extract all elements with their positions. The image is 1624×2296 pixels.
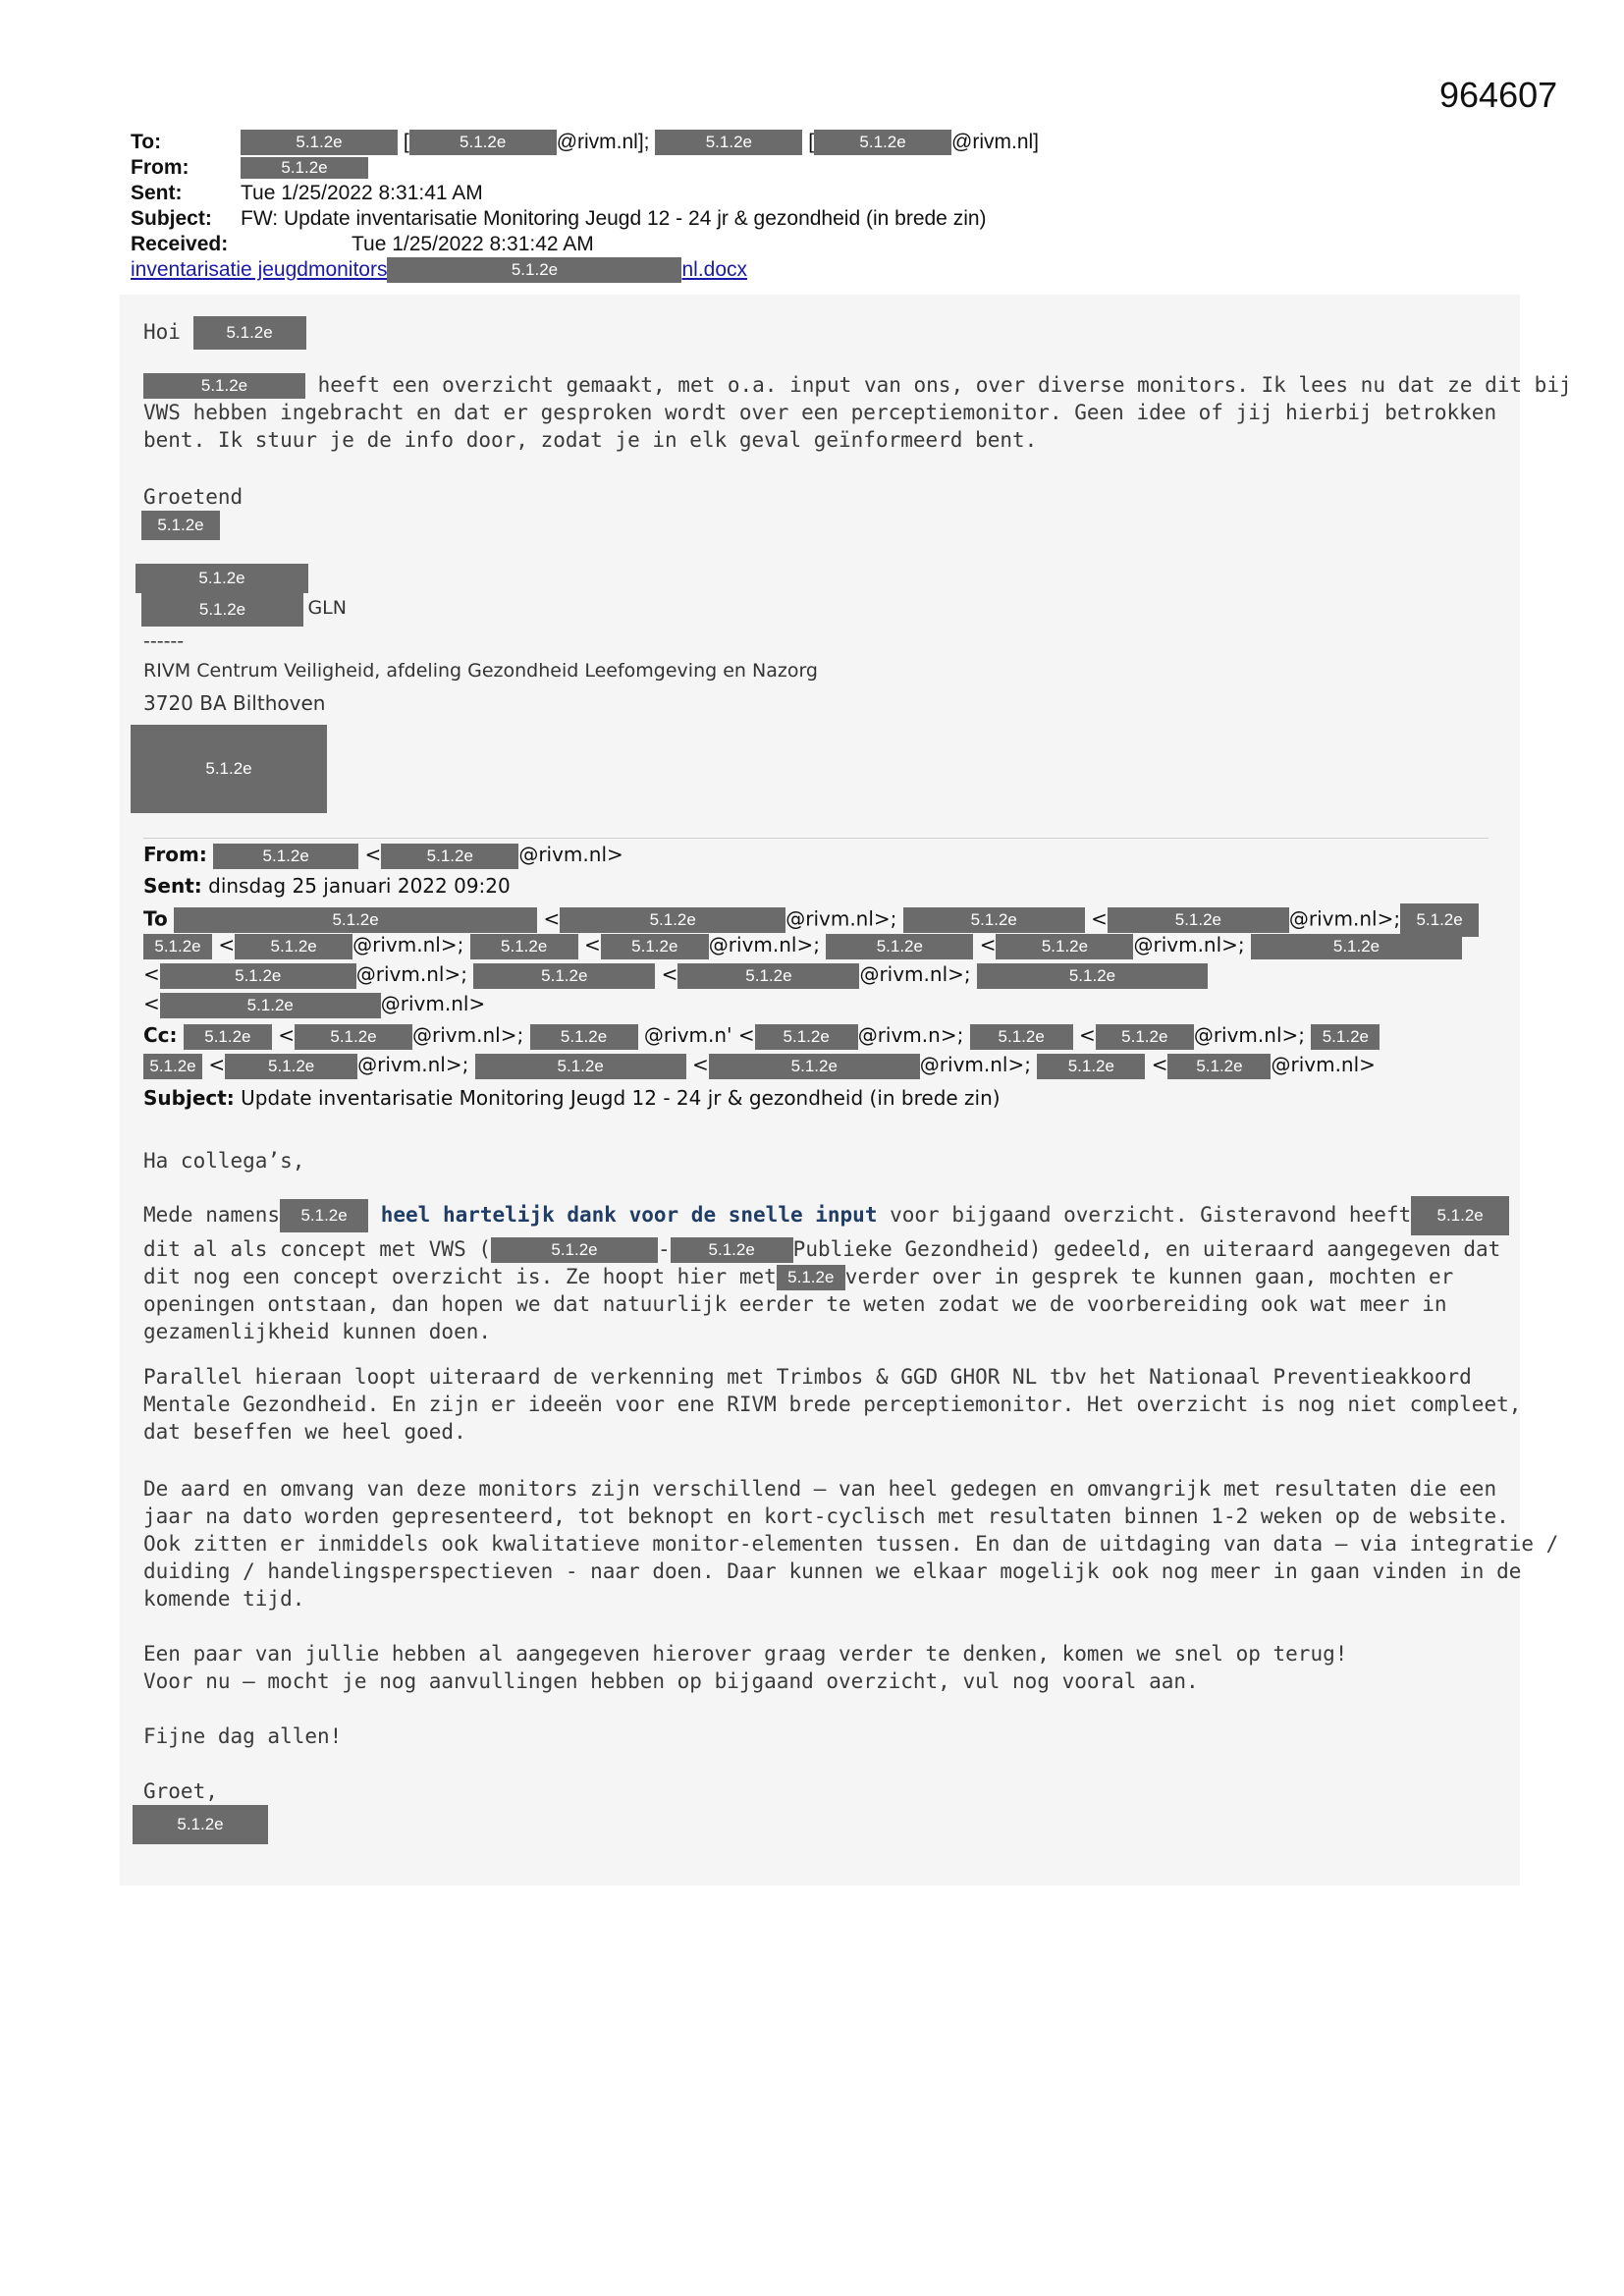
redaction: 5.1.2e bbox=[141, 593, 303, 627]
address-line: 3720 BA Bilthoven bbox=[143, 691, 326, 715]
redaction: 5.1.2e bbox=[280, 1199, 368, 1232]
redaction: 5.1.2e bbox=[135, 564, 308, 593]
body-paragraph-2: Parallel hieraan loopt uiteraard de verkenning met Trimbos & GGD GHOR NL tbv het Nationaal Preventieakkoord Mentale Gezondheid. En zijn er ideeën voor ene RIVM brede perceptiemonitor. Het overzicht is nog niet compleet, dat beseffen we heel goed. bbox=[143, 1365, 1522, 1444]
fwd-cc-row-2: 5.1.2e < 5.1.2e @rivm.nl>; 5.1.2e < 5.1.2e @rivm.nl>; 5.1.2e < 5.1.2e @rivm.nl> bbox=[143, 1053, 1376, 1079]
redaction: 5.1.2e bbox=[903, 907, 1085, 933]
attachment-link[interactable]: inventarisatie jeugdmonitors 5.1.2e nl.docx bbox=[131, 257, 747, 283]
received-value: Tue 1/25/2022 8:31:42 AM bbox=[352, 233, 594, 255]
body-paragraph-3: De aard en omvang van deze monitors zijn verschillend – van heel gedegen en omvangrijk met resultaten die een jaar na dato worden gepresenteerd, tot beknopt en kort-cyclisch met resultaten binnen 1-2 weken op de website. Ook zitten er inmiddels ook kwalitatieve monitor-elementen tussen. En dan de uitdaging van data – via integratie / duiding / handelingsperspectieven - naar doen. Daar kunnen we elkaar mogelijk ook nog meer in gaan vinden in de komende tijd. bbox=[143, 1477, 1559, 1611]
to-suffix: @rivm.nl]; bbox=[556, 131, 650, 153]
subject-value: FW: Update inventarisatie Monitoring Jeugd 12 - 24 jr & gezondheid (in brede zin) bbox=[241, 207, 987, 230]
redaction: 5.1.2e bbox=[141, 511, 220, 540]
redaction: 5.1.2e bbox=[143, 934, 212, 959]
redaction: 5.1.2e bbox=[1311, 1024, 1380, 1050]
redaction: 5.1.2e bbox=[473, 963, 655, 989]
redaction: 5.1.2e bbox=[409, 130, 557, 155]
redaction: 5.1.2e bbox=[213, 844, 358, 869]
fwd-to-row-2: 5.1.2e < 5.1.2e @rivm.nl>; 5.1.2e < 5.1.2e @rivm.nl>; 5.1.2e < 5.1.2e @rivm.nl>; 5.1.2e bbox=[143, 933, 1462, 959]
redaction: 5.1.2e bbox=[381, 844, 518, 869]
redaction: 5.1.2e bbox=[655, 130, 802, 155]
signature-redactions bbox=[135, 564, 308, 593]
document-number: 964607 bbox=[1439, 75, 1558, 115]
redaction: 5.1.2e bbox=[241, 157, 368, 179]
redaction: 5.1.2e bbox=[1251, 934, 1462, 959]
sent-value: Tue 1/25/2022 8:31:41 AM bbox=[241, 182, 483, 204]
cover-closing: Groetend bbox=[143, 485, 244, 509]
redaction: 5.1.2e bbox=[677, 963, 859, 989]
redaction: 5.1.2e bbox=[1400, 903, 1479, 937]
fwd-from-row: From: 5.1.2e < 5.1.2e @rivm.nl> bbox=[143, 843, 623, 869]
from-label: From: bbox=[131, 156, 189, 179]
divider bbox=[143, 838, 1489, 839]
redaction: 5.1.2e bbox=[160, 993, 381, 1018]
redaction: 5.1.2e bbox=[235, 934, 352, 959]
signature-dashes: ------ bbox=[143, 630, 185, 652]
redaction: 5.1.2e bbox=[1411, 1196, 1509, 1235]
fwd-to-row-4: < 5.1.2e @rivm.nl> bbox=[143, 992, 485, 1018]
redaction: 5.1.2e bbox=[755, 1024, 858, 1050]
redaction: 5.1.2e bbox=[996, 934, 1133, 959]
redaction: 5.1.2e bbox=[709, 1054, 920, 1079]
fwd-cc-row: Cc: 5.1.2e < 5.1.2e @rivm.nl>; 5.1.2e @rivm.n' < 5.1.2e @rivm.n>; 5.1.2e < 5.1.2e @rivm.nl>; 5.1.2e bbox=[143, 1023, 1380, 1050]
redaction: 5.1.2e bbox=[970, 1024, 1073, 1050]
redaction: 5.1.2e bbox=[143, 373, 305, 399]
redaction: 5.1.2e bbox=[530, 1024, 638, 1050]
redaction: 5.1.2e bbox=[184, 1024, 272, 1050]
received-label: Received: bbox=[131, 233, 229, 255]
fwd-subject-row: Subject: Update inventarisatie Monitoring Jeugd 12 - 24 jr & gezondheid (in brede zin) bbox=[143, 1086, 1001, 1110]
redaction: 5.1.2e bbox=[826, 934, 973, 959]
fwd-to-row: To 5.1.2e < 5.1.2e @rivm.nl>; 5.1.2e < 5.1.2e @rivm.nl>; 5.1.2e bbox=[143, 903, 1479, 937]
redaction: 5.1.2e bbox=[143, 1054, 202, 1079]
redaction: 5.1.2e bbox=[470, 934, 578, 959]
body-paragraph-5: Fijne dag allen! bbox=[143, 1724, 343, 1748]
redaction: 5.1.2e bbox=[295, 1024, 412, 1050]
redaction: 5.1.2e bbox=[977, 963, 1208, 989]
redaction: 5.1.2e bbox=[225, 1054, 357, 1079]
fwd-to-row-3: < 5.1.2e @rivm.nl>; 5.1.2e < 5.1.2e @rivm.nl>; 5.1.2e bbox=[143, 962, 1208, 989]
redaction: 5.1.2e bbox=[160, 963, 356, 989]
cover-greeting-row: Hoi 5.1.2e bbox=[143, 316, 306, 350]
redaction: 5.1.2e bbox=[475, 1054, 686, 1079]
redaction: 5.1.2e bbox=[1108, 907, 1289, 933]
body-closing: Groet, bbox=[143, 1779, 218, 1803]
redaction: 5.1.2e bbox=[777, 1265, 845, 1290]
redaction: 5.1.2e bbox=[671, 1237, 793, 1263]
body-paragraph-1: Mede namens 5.1.2e heel hartelijk dank voor de snelle input voor bijgaand overzicht. Gisteravond heeft 5.1.2e dit al als concept met VWS ( 5.1.2e - 5.1.2e Publieke Gezondheid) gedeeld, en uiteraard aangegeven dat dit nog een concept overzicht is. Ze hoopt hier met 5.1.2e verder over in gesprek te kunnen gaan, mochten er openingen ontstaan, dan hopen we dat natuurlijk eerder te weten zodat we de voorbereiding ook wat meer in gezamenlijkheid kunnen doen. bbox=[143, 1196, 1509, 1345]
redaction: 5.1.2e bbox=[560, 907, 785, 933]
redaction: 5.1.2e bbox=[174, 907, 537, 933]
redaction: 5.1.2e bbox=[133, 1805, 268, 1844]
redaction: 5.1.2e bbox=[601, 934, 709, 959]
gln-label: GLN bbox=[307, 597, 347, 620]
redaction: 5.1.2e bbox=[387, 257, 681, 283]
subject-label: Subject: bbox=[131, 207, 212, 230]
body-paragraph-4: Een paar van jullie hebben al aangegeven hierover graag verder te denken, komen we snel op terug! Voor nu – mocht je nog aanvullingen hebben op bijgaand overzicht, vul nog vooral aan. bbox=[143, 1642, 1348, 1693]
redaction: 5.1.2e bbox=[1096, 1024, 1194, 1050]
to-label: To: bbox=[131, 131, 162, 153]
to-suffix: @rivm.nl] bbox=[951, 131, 1040, 153]
redaction: 5.1.2e bbox=[193, 316, 306, 350]
body-greeting: Ha collega’s, bbox=[143, 1149, 305, 1173]
cover-paragraph: 5.1.2e heeft een overzicht gemaakt, met o.a. input van ons, over diverse monitors. Ik lees nu dat ze dit bij VWS hebben ingebracht en dat er gesproken wordt over een perceptiemonitor. Geen idee of jij hierbij betrokken bent. Ik stuur je de info door, zodat je in elk geval geïnformeerd bent. bbox=[143, 373, 1572, 452]
redaction: 5.1.2e bbox=[814, 130, 951, 155]
redaction: 5.1.2e bbox=[131, 725, 327, 813]
redaction: 5.1.2e bbox=[491, 1237, 658, 1263]
sent-label: Sent: bbox=[131, 182, 183, 204]
organisation-line: RIVM Centrum Veiligheid, afdeling Gezondheid Leefomgeving en Nazorg bbox=[143, 660, 818, 682]
fwd-sent-row: Sent: dinsdag 25 januari 2022 09:20 bbox=[143, 874, 511, 898]
redaction: 5.1.2e bbox=[1037, 1054, 1145, 1079]
redaction: 5.1.2e bbox=[241, 130, 398, 155]
redaction: 5.1.2e bbox=[1167, 1054, 1271, 1079]
